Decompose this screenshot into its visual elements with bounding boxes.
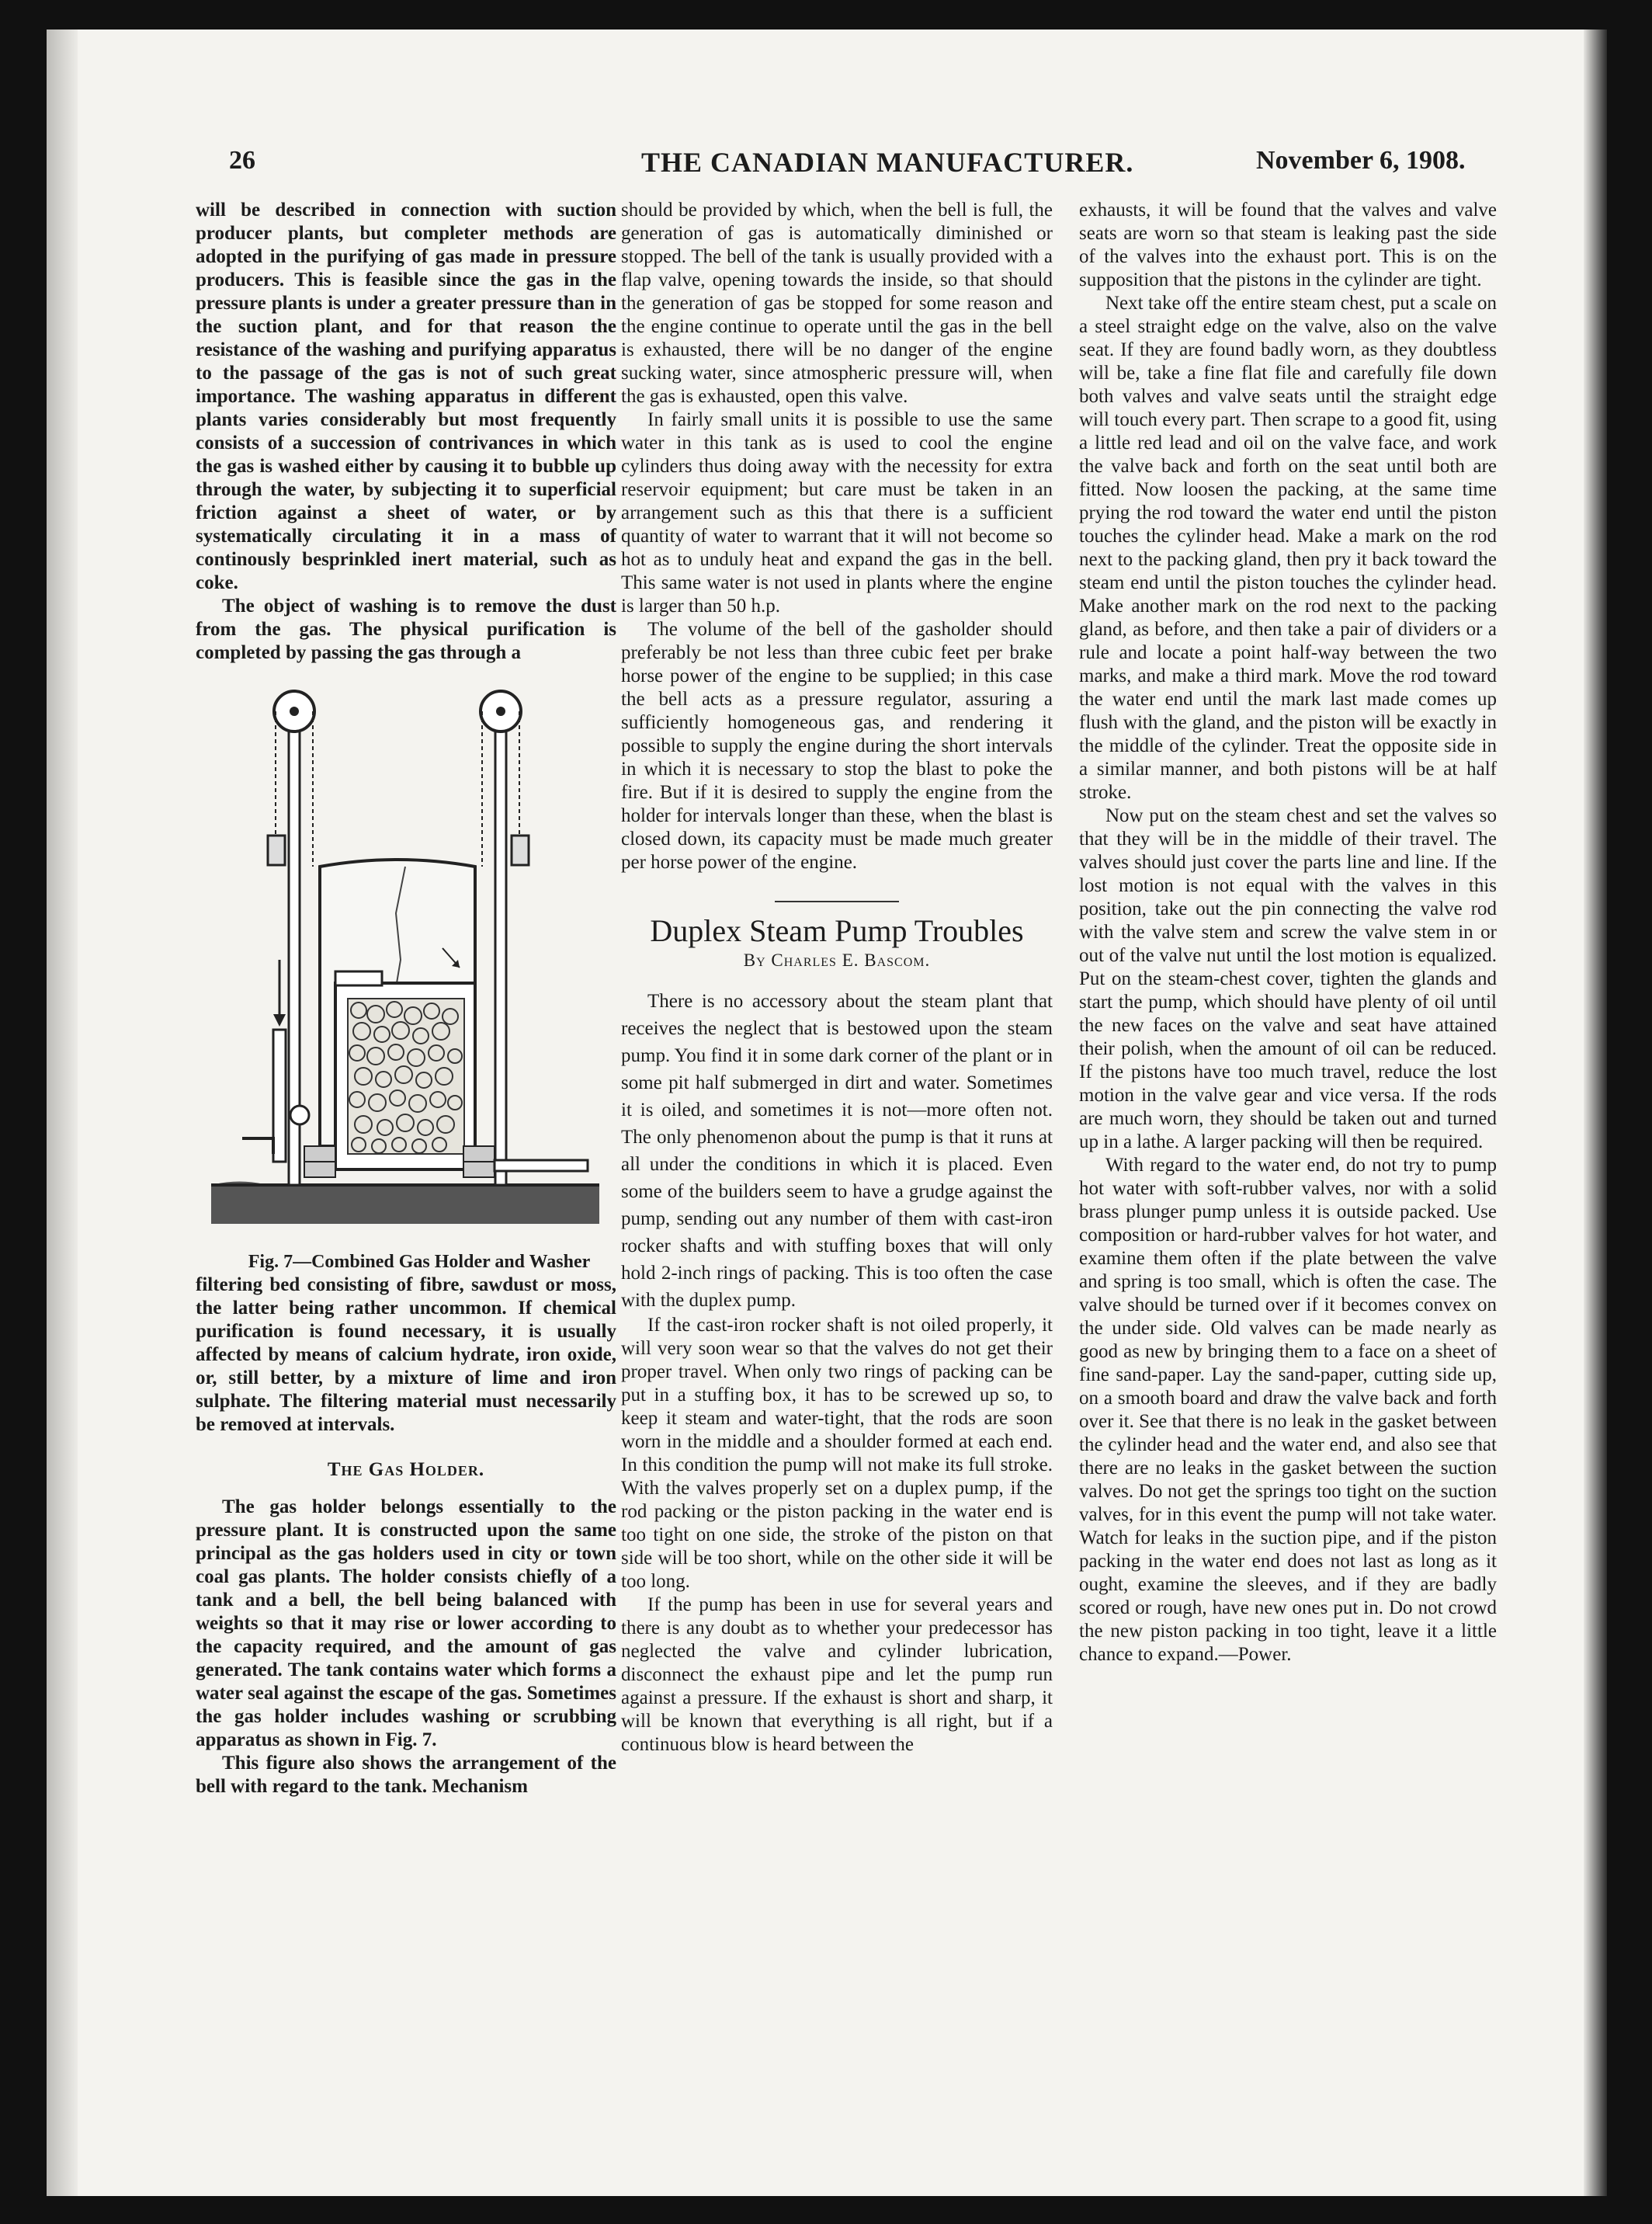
paragraph: If the pump has been in use for several years and there is any doubt as to whether your predecessor has neglected the valve and cylinder lubrication, disconnect the exhaust pipe and let the pump run against a pressure. If the exhaust is short and sharp, it will be known that everything is all right, but if a continuous blow is heard between the: [621, 1594, 1053, 1755]
masthead: THE CANADIAN MANUFACTURER.: [641, 147, 1134, 178]
right-mast: [495, 711, 506, 1185]
gas-holder-illustration: [196, 680, 616, 1246]
left-weight: [268, 836, 285, 865]
paragraph: The object of washing is to remove the dust from the gas. The physical purification is completed by passing the gas through a: [196, 596, 616, 663]
section-heading: The Gas Holder.: [327, 1459, 485, 1480]
paragraph: Now put on the steam chest and set the valves so that they will be in the middle of their travel. The valves should just cover the parts line and line. If the lost motion is not equal with the valves in this position, take out the pin connecting the valve rod with the valve stem and screw the valve stem in or out of the valve nut until the lost motion is equalized. Put on the steam-chest cover, tighten the glands and start the pump, which should have plenty of oil until the new faces on the valve and seat have attained their polish, when the amount of oil can be reduced. If the pistons have too much travel, reduce the lost motion in the valve gear and vice versa. If the rods are much worn, they should be taken out and turned up in a lathe. A larger packing will then be required.: [1079, 805, 1497, 1152]
section-divider: [775, 901, 899, 902]
paragraph: filtering bed consisting of fibre, sawdust or moss, the latter being rather uncommon. If chemical purification is found necessary, it is usually affected by means of calcium hydrate, iron oxide, or, still better, by a mixture of lime and iron sulphate. The filtering material must necessarily be removed at intervals.: [196, 1274, 616, 1435]
gas-holder-figure: [196, 680, 616, 1246]
paragraph: exhausts, it will be found that the valves and valve seats are worn so that steam is leaking past the side of the valves into the exhaust port. This is on the supposition that the pistons in the cylinder are tight.: [1079, 200, 1497, 290]
gas-pipe: [273, 1030, 286, 1162]
paragraph: This figure also shows the arrangement of the bell with regard to the tank. Mechanism: [196, 1753, 616, 1797]
paragraph: should be provided by which, when the bell is full, the generation of gas is automatically diminished or stopped. The bell of the tank is usually provided with a flap valve, opening towards the inside, so that should the generation of gas be stopped for some reason and the engine continue to operate until the gas in the bell is exhausted, there will be no danger of the engine sucking water, since atmospheric pressure will, when the gas is exhausted, open this valve.: [621, 200, 1053, 407]
paragraph: The volume of the bell of the gasholder should preferably be not less than three cubic feet per brake horse power of the engine to be supplied; in this case the bell acts as a pressure regulator, assuring a sufficiently homogeneous gas, and rendering it possible to supply the engine during the short intervals in which it is necessary to stop the blast to poke the fire. But if it is desired to supply the engine from the holder for intervals longer than these, when the blast is closed down, its capacity must be made much greater per horse power of the engine.: [621, 619, 1053, 873]
ground: [211, 1181, 599, 1224]
right-weight: [512, 836, 529, 865]
byline: By Charles E. Bascom.: [743, 950, 931, 970]
column-2: [621, 199, 1053, 1757]
article-intro: [621, 988, 1053, 1314]
flow-arrow-icon: [273, 1014, 286, 1027]
issue-date: November 6, 1908.: [1256, 146, 1466, 175]
page-number: 26: [229, 146, 255, 175]
paragraph: Next take off the entire steam chest, put a scale on a steel straight edge on the valve, also on the valve seat. If they are found badly worn, as they doubtless will be, take a fine flat file and carefully file down both valves and valve seats until the straight edge will touch every part. Then scrape to a good fit, using a little red lead and oil on the valve face, and work the valve back and forth on the seat until both are fitted. Now loosen the packing, at the same time prying the rod toward the water end until the piston touches the cylinder head. Make a mark on the rod next to the packing gland, then pry it back toward the steam end until the piston touches the cylinder head. Make another mark on the rod next to the packing gland, as before, and then take a pair of dividers or a rule and locate a point half-way between the two marks, and make a third mark. Move the rod toward the water end until the mark last made comes up flush with the gland, and the piston will be exactly in the middle of the cylinder. Treat the opposite side in a similar manner, and both pistons will be at half stroke.: [1079, 293, 1497, 803]
paragraph: There is no accessory about the steam plant that receives the neglect that is bestowed upon the steam pump. You find it in some dark corner of the plant or in some pit half submerged in dirt and water. Sometimes it is oiled, and sometimes it is not—more often not. The only phenomenon about the pump is that it runs at all under the conditions in which it is placed. Even some of the builders seem to have a grudge against the pump, sending out any number of them with cast-iron rocker shafts and with stuffing boxes that will only hold 2-inch rings of packing. This is too often the case with the duplex pump.: [621, 991, 1053, 1311]
article-title: Duplex Steam Pump Troubles: [650, 913, 1024, 948]
paragraph: will be described in connection with suction producer plants, but completer methods are adopted in the purifying of gas made in pressure producers. This is feasible since the gas in the pressure plants is under a greater pressure than in the suction plant, and for that reason the resistance of the washing and purifying apparatus to the passage of the gas is not of such great importance. The washing apparatus in different plants varies considerably but most frequently consists of a succession of contrivances in which the gas is washed either by causing it to bubble up through the water, by subjecting it to superficial friction against a sheet of water, or by systematically circulating it in a mass of continously besprinkled inert material, such as coke.: [196, 200, 616, 593]
figure-caption: Fig. 7—Combined Gas Holder and Washer: [248, 1252, 591, 1272]
page-edge-right: [1584, 30, 1607, 2196]
paragraph: The gas holder belongs essentially to the pressure plant. It is constructed upon the same principal as the gas holders used in city or town coal gas plants. The holder consists chiefly of a tank and a bell, the bell being balanced with weights so that it may rise or lower according to the capacity required, and the amount of gas generated. The tank contains water which forms a water seal against the escape of the gas. Sometimes the gas holder includes washing or scrubbing apparatus as shown in Fig. 7.: [196, 1496, 616, 1750]
paragraph: In fairly small units it is possible to use the same water in this tank as is used to cool the engine cylinders thus doing away with the necessity for extra reservoir equipment; but care must be taken in an arrangement such as this that there is a sufficient quantity of water to warrant that it will not become so hot as to unduly heat and expand the gas in the bell. This same water is not used in plants where the engine is larger than 50 h.p.: [621, 409, 1053, 617]
outlet-pipe: [495, 1160, 588, 1171]
gauge-icon: [290, 1106, 309, 1124]
coke-packing: [348, 999, 464, 1154]
inlet-pipe: [335, 971, 382, 985]
paragraph: With regard to the water end, do not try to pump hot water with soft-rubber valves, nor with a solid brass plunger pump unless it is outside packed. Use composition or hard-rubber valves for hot water, and examine them often if the plate between the valve and spring is too small, which is often the case. The valve should be turned over if it becomes convex on the under side. Old valves can be made nearly as good as new by bringing them to a face on a sheet of fine sand-paper. Lay the sand-paper, cutting side up, on a smooth board and draw the valve back and forth over it. See that there is no leak in the gasket between the cylinder head and the water end, and also see that there are no leaks in the gasket between the suction valves. Do not get the springs too tight on the suction valves, for in this event the pump will not take water. Watch for leaks in the suction pipe, and if the piston packing in the water end does not last as long as it ought, examine the sleeves, and if they are badly scored or rough, have new ones put in. Do not crowd the new piston packing in too tight, leave it a little chance to expand.—Power.: [1079, 1155, 1497, 1665]
column-3: [1079, 199, 1497, 1666]
paragraph: If the cast-iron rocker shaft is not oiled properly, it will very soon wear so that the valves do not get their proper travel. When only two rings of packing can be put in a stuffing box, it has to be screwed up so, to keep it steam and water-tight, that the rods are soon worn in the middle and a shoulder formed at each end. In this condition the pump will not make its full stroke. With the valves properly set on a duplex pump, if the rod packing or the piston packing in the water end is too tight on one side, the stroke of the piston on that side will be too short, while on the other side it will be too long.: [621, 1315, 1053, 1592]
column-1: [196, 199, 616, 1798]
page-edge-left: [47, 30, 78, 2196]
